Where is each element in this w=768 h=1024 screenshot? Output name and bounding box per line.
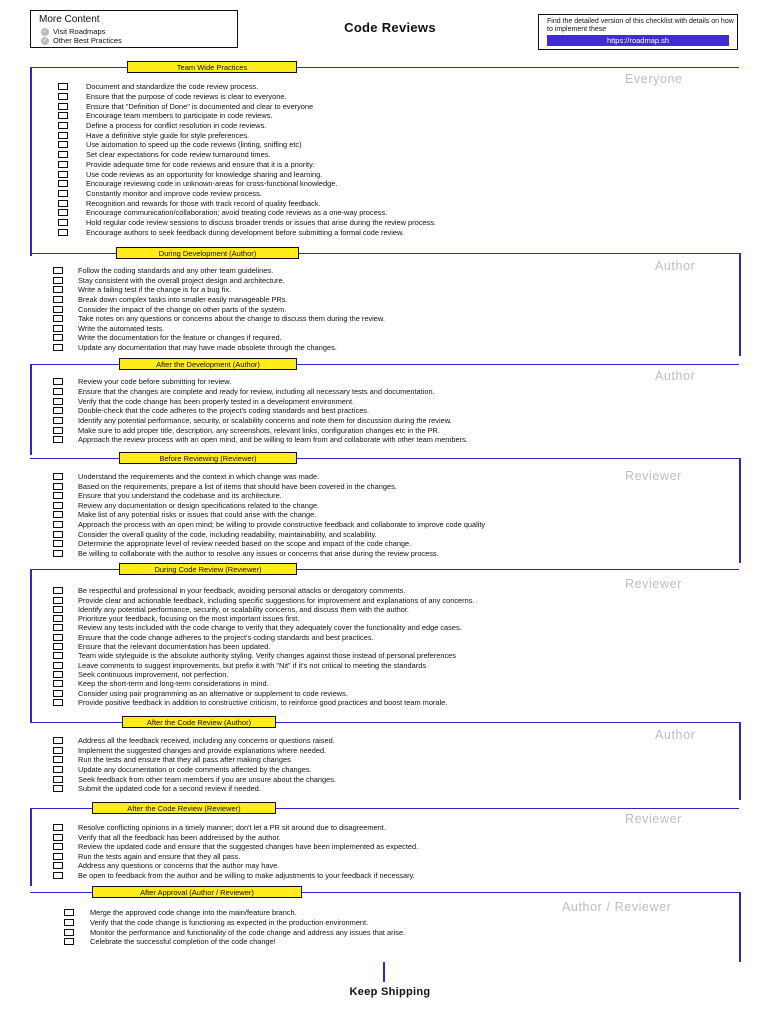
checklist-item[interactable] xyxy=(58,218,436,228)
page-title: Code Reviews xyxy=(344,20,436,35)
checklist-item-text: Run the tests again and ensure that they all pass. xyxy=(78,851,241,861)
section-connector xyxy=(30,569,32,722)
checklist-item-text: Encourage authors to seek feedback during development before submitting a formal code review. xyxy=(86,227,404,237)
section-title-pill: During Code Review (Reviewer) xyxy=(119,563,297,575)
checkbox[interactable] xyxy=(58,151,68,158)
checklist-item-text: Provide clear and actionable feedback, including specific suggestions for improvement and explanations of any concerns. xyxy=(78,595,475,605)
checklist-item[interactable] xyxy=(53,871,415,881)
checklist-item-text: Encourage communication/collaboration; avoid treating code reviews as a one-way process. xyxy=(86,208,388,218)
checkbox[interactable] xyxy=(53,643,63,650)
section-title-pill: During Development (Author) xyxy=(116,247,299,259)
checklist-item[interactable] xyxy=(53,784,261,794)
section-title-pill: After the Code Review (Author) xyxy=(122,716,276,728)
checklist-item[interactable] xyxy=(53,406,369,416)
checklist-item[interactable] xyxy=(53,642,270,652)
checklist-item[interactable] xyxy=(53,510,316,520)
section-title-pill: After the Code Review (Reviewer) xyxy=(92,802,276,814)
checklist-item-text: Identify any potential performance, security, or scalability concerns and note them for discussion during the review. xyxy=(78,416,452,426)
section-role-label: Author xyxy=(655,259,696,273)
checkbox[interactable] xyxy=(53,624,63,631)
checklist-item[interactable] xyxy=(53,623,462,633)
checklist-item[interactable] xyxy=(53,614,299,624)
section-title-pill: Team Wide Practices xyxy=(127,61,297,73)
checklist-item-text: Resolve conflicting opinions in a timely manner; don't let a PR sit around due to disagreement. xyxy=(78,823,386,833)
checklist-item[interactable] xyxy=(58,140,302,150)
checkbox[interactable] xyxy=(53,388,63,395)
checkbox[interactable] xyxy=(53,502,63,509)
checklist-item[interactable] xyxy=(53,324,164,334)
checkbox[interactable] xyxy=(58,190,68,197)
checklist-item-text: Address all the feedback received, including any concerns or questions raised. xyxy=(78,736,335,746)
checklist-item[interactable] xyxy=(53,396,354,406)
section-connector xyxy=(739,722,741,800)
checklist-item[interactable] xyxy=(53,314,385,324)
checkbox[interactable] xyxy=(53,690,63,697)
checkbox[interactable] xyxy=(53,398,63,405)
checklist-item[interactable] xyxy=(58,160,314,170)
checklist-item-text: Approach the review process with an open mind, and be willing to learn from and collaborate with other team members. xyxy=(78,435,468,445)
checkbox[interactable] xyxy=(58,209,68,216)
checklist-item-text: Ensure that you understand the codebase and its architecture. xyxy=(78,491,282,501)
checkbox[interactable] xyxy=(53,531,63,538)
checkbox[interactable] xyxy=(53,824,63,831)
checklist-item[interactable] xyxy=(53,633,374,643)
checkbox[interactable] xyxy=(58,200,68,207)
checklist-item-text: Encourage team members to participate in code reviews. xyxy=(86,111,273,121)
checklist-item-text: Update any documentation or code comments affected by the changes. xyxy=(78,765,312,775)
checklist-item-text: Verify that the code change has been properly tested in a development environment. xyxy=(78,396,355,406)
checkbox[interactable] xyxy=(58,219,68,226)
checkbox[interactable] xyxy=(53,872,63,879)
checklist-item-text: Prioritize your feedback, focusing on the most important issues first. xyxy=(78,614,300,624)
checkbox[interactable] xyxy=(58,229,68,236)
checklist-item[interactable] xyxy=(53,285,231,295)
checklist-item[interactable] xyxy=(53,539,411,549)
checkbox[interactable] xyxy=(58,180,68,187)
checklist-item-text: Review your code before submitting for review. xyxy=(78,377,232,387)
checklist-item[interactable] xyxy=(53,416,452,426)
checkbox[interactable] xyxy=(53,325,63,332)
checkbox[interactable] xyxy=(58,103,68,110)
checkbox[interactable] xyxy=(53,699,63,706)
checklist-item[interactable] xyxy=(53,482,397,492)
visit-roadmaps-link[interactable]: ✓ Visit Roadmaps xyxy=(42,27,106,36)
checkbox[interactable] xyxy=(53,492,63,499)
checklist-item-text: Celebrate the successful completion of the code change! xyxy=(90,937,276,947)
checklist-item[interactable] xyxy=(53,520,485,530)
checklist-item-text: Provide adequate time for code reviews and ensure that it is a priority. xyxy=(86,159,315,169)
checkbox[interactable] xyxy=(53,540,63,547)
checklist-item[interactable] xyxy=(53,377,231,387)
section-role-label: Author xyxy=(655,728,696,742)
section-title-pill: After the Development (Author) xyxy=(119,358,297,370)
checklist-item-text: Review any tests included with the code change to verify that they adequately cover the functionality and edge cases. xyxy=(78,623,462,633)
checklist-item-text: Document and standardize the code review process. xyxy=(86,82,259,92)
section-role-label: Everyone xyxy=(625,72,683,86)
checklist-item-text: Define a process for conflict resolution in code reviews. xyxy=(86,121,267,131)
checklist-item[interactable] xyxy=(58,189,262,199)
checklist-item-text: Write the documentation for the feature or changes if required. xyxy=(78,333,282,343)
checklist-item-text: Leave comments to suggest improvements, but prefix it with "Nit" if it's not critical to meeting the standards xyxy=(78,660,427,670)
checklist-item[interactable] xyxy=(58,228,404,238)
other-best-practices-link[interactable]: ✓ Other Best Practices xyxy=(42,36,122,45)
footer-connector xyxy=(383,962,385,982)
section-role-label: Reviewer xyxy=(625,577,682,591)
checkbox[interactable] xyxy=(58,93,68,100)
checklist-item-text: Review the updated code and ensure that the suggested changes have been implemented as expected. xyxy=(78,842,419,852)
checklist-item-text: Constantly monitor and improve code review process. xyxy=(86,188,262,198)
checkbox[interactable] xyxy=(53,634,63,641)
checklist-item[interactable] xyxy=(53,670,228,680)
checklist-item-text: Make list of any potential risks or issues that could arise with the change. xyxy=(78,510,317,520)
checklist-item[interactable] xyxy=(58,131,249,141)
checklist-item-text: Implement the suggested changes and provide explanations where needed. xyxy=(78,745,327,755)
checkbox[interactable] xyxy=(58,161,68,168)
checklist-item[interactable] xyxy=(53,266,273,276)
checklist-item[interactable] xyxy=(58,208,387,218)
checkbox[interactable] xyxy=(64,938,74,945)
checklist-item[interactable] xyxy=(53,491,282,501)
checklist-item[interactable] xyxy=(53,605,409,615)
checkbox[interactable] xyxy=(53,334,63,341)
more-content-box xyxy=(30,10,238,48)
checklist-item[interactable] xyxy=(58,169,322,179)
checkbox[interactable] xyxy=(58,171,68,178)
checklist-item[interactable] xyxy=(53,595,474,605)
checkbox[interactable] xyxy=(53,853,63,860)
checklist-item[interactable] xyxy=(53,333,282,343)
checklist-item-text: Encourage reviewing code in unknown-areas for cross-functional knowledge. xyxy=(86,179,338,189)
checklist-item[interactable] xyxy=(58,150,270,160)
checklist-item-text: Make sure to add proper title, description, any screenshots, relevant links, configuration changes etc in the PR. xyxy=(78,425,440,435)
checklist-item-text: Use code reviews as an opportunity for knowledge sharing and learning. xyxy=(86,169,323,179)
checklist-item[interactable] xyxy=(64,908,297,918)
section-connector xyxy=(30,364,32,455)
section-title-pill: Before Reviewing (Reviewer) xyxy=(119,452,297,464)
checkbox[interactable] xyxy=(58,141,68,148)
more-content-title: More Content xyxy=(39,14,100,25)
checkbox[interactable] xyxy=(53,550,63,557)
checklist-item-text: Ensure that the purpose of code reviews is clear to everyone. xyxy=(86,91,287,101)
checkbox[interactable] xyxy=(53,652,63,659)
checkbox[interactable] xyxy=(53,473,63,480)
checklist-item[interactable] xyxy=(53,529,377,539)
checkbox[interactable] xyxy=(58,83,68,90)
checklist-item-text: Consider the impact of the change on other parts of the system. xyxy=(78,304,287,314)
checkbox[interactable] xyxy=(53,597,63,604)
checklist-item-text: Seek continuous improvement, not perfection. xyxy=(78,669,229,679)
checklist-item-text: Be respectful and professional in your feedback, avoiding personal attacks or derogatory comments. xyxy=(78,586,406,596)
checklist-item[interactable] xyxy=(53,852,240,862)
checkbox[interactable] xyxy=(53,615,63,622)
checklist-item-text: Follow the coding standards and any other team guidelines. xyxy=(78,266,274,276)
checkbox[interactable] xyxy=(58,132,68,139)
checklist-item[interactable] xyxy=(53,651,456,661)
checklist-item[interactable] xyxy=(58,121,266,131)
checklist-item[interactable] xyxy=(53,765,312,775)
checklist-item[interactable] xyxy=(53,833,281,843)
checkbox[interactable] xyxy=(53,587,63,594)
checklist-item-text: Team wide styleguide is the absolute authority styling. Verify changes against those instead of personal preferences xyxy=(78,651,456,661)
checklist-item[interactable] xyxy=(53,823,386,833)
checklist-item-text: Ensure that "Definition of Done" is documented and clear to everyone xyxy=(86,101,314,111)
checkbox[interactable] xyxy=(53,606,63,613)
checkbox[interactable] xyxy=(53,417,63,424)
checkbox[interactable] xyxy=(53,785,63,792)
checkbox[interactable] xyxy=(53,834,63,841)
checkbox[interactable] xyxy=(53,776,63,783)
checklist-item-text: Provide positive feedback in addition to constructive criticism, to reinforce good practices and boost team morale. xyxy=(78,697,448,707)
checklist-item[interactable] xyxy=(58,92,286,102)
check-circle-icon: ✓ xyxy=(42,37,48,44)
checkbox[interactable] xyxy=(53,680,63,687)
checklist-item-text: Verify that all the feedback has been addressed by the author. xyxy=(78,832,281,842)
section-connector xyxy=(30,67,32,256)
checklist-item[interactable] xyxy=(64,937,276,947)
checkbox[interactable] xyxy=(53,344,63,351)
checkbox[interactable] xyxy=(53,737,63,744)
checkbox[interactable] xyxy=(53,671,63,678)
checkbox[interactable] xyxy=(53,267,63,274)
checkbox[interactable] xyxy=(53,378,63,385)
checklist-item-text: Be open to feedback from the author and be willing to make adjustments to your feedback if necessary. xyxy=(78,870,415,880)
checklist-item[interactable] xyxy=(53,755,291,765)
checkbox[interactable] xyxy=(53,662,63,669)
checklist-item-text: Update any documentation that may have made obsolete through the changes. xyxy=(78,343,337,353)
checklist-item-text: Consider the overall quality of the code, including readability, maintainability, and scalability. xyxy=(78,529,377,539)
checkbox[interactable] xyxy=(53,436,63,443)
checklist-item[interactable] xyxy=(53,472,319,482)
checklist-item-text: Take notes on any questions or concerns about the change to discuss them during the review. xyxy=(78,314,385,324)
checklist-item-text: Write the automated tests. xyxy=(78,323,165,333)
section-role-label: Author / Reviewer xyxy=(562,900,672,914)
checklist-item[interactable] xyxy=(53,746,326,756)
checklist-item[interactable] xyxy=(53,426,440,436)
checklist-item[interactable] xyxy=(53,586,405,596)
checkbox[interactable] xyxy=(53,756,63,763)
checklist-item-text: Identify any potential performance, security, or scalability concerns, and discuss them with the author. xyxy=(78,604,409,614)
section-connector xyxy=(30,808,32,886)
checklist-item-text: Monitor the performance and functionality of the code change and address any issues that arise. xyxy=(90,927,406,937)
checkbox[interactable] xyxy=(53,296,63,303)
checkbox[interactable] xyxy=(53,766,63,773)
checkbox[interactable] xyxy=(58,122,68,129)
checklist-item[interactable] xyxy=(53,660,426,670)
checklist-item[interactable] xyxy=(53,387,435,397)
checkbox[interactable] xyxy=(53,747,63,754)
checkbox[interactable] xyxy=(53,843,63,850)
checklist-item-text: Set clear expectations for code review turnaround times. xyxy=(86,150,271,160)
section-role-label: Author xyxy=(655,369,696,383)
checkbox[interactable] xyxy=(53,483,63,490)
roadmap-info-box xyxy=(538,14,738,50)
checklist-item[interactable] xyxy=(53,679,269,689)
checklist-item[interactable] xyxy=(53,501,319,511)
checkbox[interactable] xyxy=(64,919,74,926)
checklist-item-text: Write a failing test if the change is for a bug fix. xyxy=(78,285,232,295)
checkbox[interactable] xyxy=(53,521,63,528)
checklist-item-text: Keep the short-term and long-term considerations in mind. xyxy=(78,679,269,689)
checklist-item-text: Recognition and rewards for those with track record of quality feedback. xyxy=(86,198,321,208)
checklist-item-text: Hold regular code review sessions to discuss broader trends or issues that arise during the review process. xyxy=(86,218,436,228)
checklist-item-text: Approach the process with an open mind; be willing to provide constructive feedback and collaborate to improve code quality xyxy=(78,520,486,530)
checklist-item-text: Have a definitive style guide for style preferences. xyxy=(86,130,250,140)
checklist-item-text: Merge the approved code change into the main/feature branch. xyxy=(90,908,297,918)
checklist-item[interactable] xyxy=(53,861,279,871)
section-connector xyxy=(739,892,741,962)
checklist-item-text: Ensure that the relevant documentation has been updated. xyxy=(78,642,271,652)
checklist-item-text: Run the tests and ensure that they all pass after making changes xyxy=(78,755,291,765)
checklist-item[interactable] xyxy=(58,179,337,189)
checklist-item[interactable] xyxy=(58,111,273,121)
checkbox[interactable] xyxy=(53,862,63,869)
checklist-item[interactable] xyxy=(53,343,337,353)
checklist-item[interactable] xyxy=(53,688,348,698)
checkbox[interactable] xyxy=(64,909,74,916)
checklist-item-text: Be willing to collaborate with the author to resolve any issues or concerns that arise during the review process. xyxy=(78,548,439,558)
section-title-pill: After Approval (Author / Reviewer) xyxy=(92,886,302,898)
checklist-item[interactable] xyxy=(53,736,335,746)
checklist-item-text: Double-check that the code adheres to the project's coding standards and best practices. xyxy=(78,406,370,416)
checklist-item-text: Ensure that the changes are complete and ready for review, including all necessary tests and documentation. xyxy=(78,386,435,396)
checkbox[interactable] xyxy=(53,427,63,434)
checklist-item[interactable] xyxy=(53,435,468,445)
checklist-item[interactable] xyxy=(53,774,336,784)
checklist-item[interactable] xyxy=(58,101,313,111)
checkbox[interactable] xyxy=(64,929,74,936)
checklist-item-text: Submit the updated code for a second review if needed. xyxy=(78,784,261,794)
checkbox[interactable] xyxy=(53,407,63,414)
roadmap-link-button[interactable]: https://roadmap.sh xyxy=(547,35,729,46)
roadmap-info-text: Find the detailed version of this checklist with details on how to implement these xyxy=(547,18,734,33)
checklist-item-text: Understand the requirements and the context in which change was made. xyxy=(78,472,320,482)
checklist-item-text: Based on the requirements, prepare a list of items that should have been covered in the changes. xyxy=(78,481,397,491)
checkbox[interactable] xyxy=(53,511,63,518)
checkbox[interactable] xyxy=(53,315,63,322)
checklist-item-text: Seek feedback from other team members if you are unsure about the changes. xyxy=(78,774,336,784)
checklist-item-text: Determine the appropriate level of review needed based on the scope and impact of the code change. xyxy=(78,539,412,549)
checklist-item[interactable] xyxy=(53,276,285,286)
checklist-item-text: Review any documentation or design specifications related to the change. xyxy=(78,500,320,510)
checklist-item[interactable] xyxy=(64,918,368,928)
check-circle-icon: ✓ xyxy=(42,28,48,35)
section-connector xyxy=(739,253,741,356)
checklist-item-text: Verify that the code change is functioning as expected in the production environment. xyxy=(90,917,369,927)
checklist-item[interactable] xyxy=(53,295,288,305)
checklist-item[interactable] xyxy=(53,548,439,558)
checkbox[interactable] xyxy=(53,286,63,293)
checkbox[interactable] xyxy=(58,112,68,119)
section-connector xyxy=(739,458,741,563)
section-role-label: Reviewer xyxy=(625,812,682,826)
checklist-item[interactable] xyxy=(58,198,321,208)
checklist-item-text: Address any questions or concerns that the author may have. xyxy=(78,861,280,871)
checklist-item-text: Use automation to speed up the code reviews (linting, sniffing etc) xyxy=(86,140,302,150)
checklist-item[interactable] xyxy=(53,842,418,852)
checklist-item[interactable] xyxy=(58,82,258,92)
section-role-label: Reviewer xyxy=(625,469,682,483)
checklist-item[interactable] xyxy=(53,304,286,314)
checkbox[interactable] xyxy=(53,277,63,284)
checklist-item[interactable] xyxy=(64,927,405,937)
checklist-item-text: Consider using pair programming as an alternative or supplement to code reviews. xyxy=(78,688,348,698)
checklist-item-text: Stay consistent with the overall project design and architecture. xyxy=(78,275,285,285)
checkbox[interactable] xyxy=(53,306,63,313)
footer-text: Keep Shipping xyxy=(349,986,431,998)
checklist-item-text: Ensure that the code change adheres to the project's coding standards and best practices. xyxy=(78,632,374,642)
checklist-item-text: Break down complex tasks into smaller easily manageable PRs. xyxy=(78,295,288,305)
checklist-item[interactable] xyxy=(53,698,447,708)
